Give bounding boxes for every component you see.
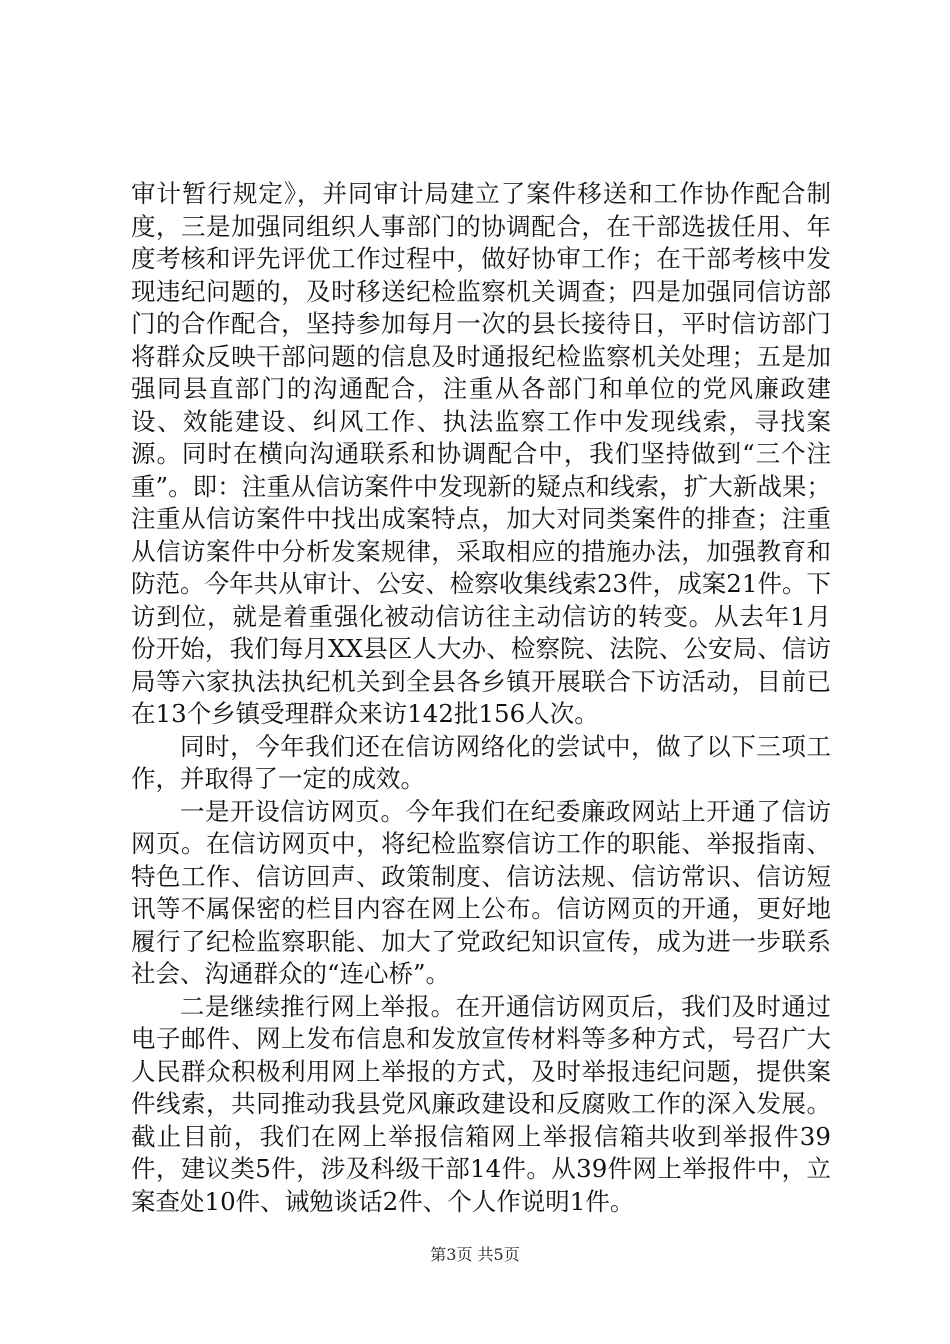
paragraph-intro-three-tasks: 同时，今年我们还在信访网络化的尝试中，做了以下三项工作，并取得了一定的成效。 [131, 731, 831, 793]
document-body [131, 178, 831, 1218]
paragraph-online-reporting: 二是继续推行网上举报。在开通信访网页后，我们及时通过电子邮件、网上发布信息和发放宣传材料等多种方式，号召广大人民群众积极利用网上举报的方式，及时举报违纪问题，提供案件线索，共同推动我县党风廉政建设和反腐败工作的深入发展。截止目前，我们在网上举报信箱网上举报信箱共收到举报件39件，建议类5件，涉及科级干部14件。从39件网上举报件中，立案查处10件、诫勉谈话2件、个人作说明1件。 [131, 991, 831, 1216]
page-footer: 第3页 共5页 [430, 1245, 520, 1264]
paragraph-continuation: 审计暂行规定》，并同审计局建立了案件移送和工作协作配合制度，三是加强同组织人事部门的协调配合，在干部选拔任用、年度考核和评先评优工作过程中，做好协审工作；在干部考核中发现违纪问题的，及时移送纪检监察机关调查；四是加强同信访部门的合作配合，坚持参加每月一次的县长接待日，平时信访部门将群众反映干部问题的信息及时通报纪检监察机关处理；五是加强同县直部门的沟通配合，注重从各部门和单位的党风廉政建设、效能建设、纠风工作、执法监察工作中发现线索，寻找案源。同时在横向沟通联系和协调配合中，我们坚持做到“三个注重”。即：注重从信访案件中发现新的疑点和线索，扩大新战果；注重从信访案件中找出成案特点，加大对同类案件的排查；注重从信访案件中分析发案规律，采取相应的措施办法，加强教育和防范。今年共从审计、公安、检察收集线索23件，成案21件。下访到位，就是着重强化被动信访往主动信访的转变。从去年1月份开始，我们每月XX县区人大办、检察院、法院、公安局、信访局等六家执法执纪机关到全县各乡镇开展联合下访活动，目前已在13个乡镇受理群众来访142批156人次。 [131, 179, 831, 728]
paragraph-petition-webpage: 一是开设信访网页。今年我们在纪委廉政网站上开通了信访网页。在信访网页中，将纪检监察信访工作的职能、举报指南、特色工作、信访回声、政策制度、信访法规、信访常识、信访短讯等不属保密的栏目内容在网上公布。信访网页的开通，更好地履行了纪检监察职能、加大了党政纪知识宣传，成为进一步联系社会、沟通群众的“连心桥”。 [131, 796, 831, 988]
